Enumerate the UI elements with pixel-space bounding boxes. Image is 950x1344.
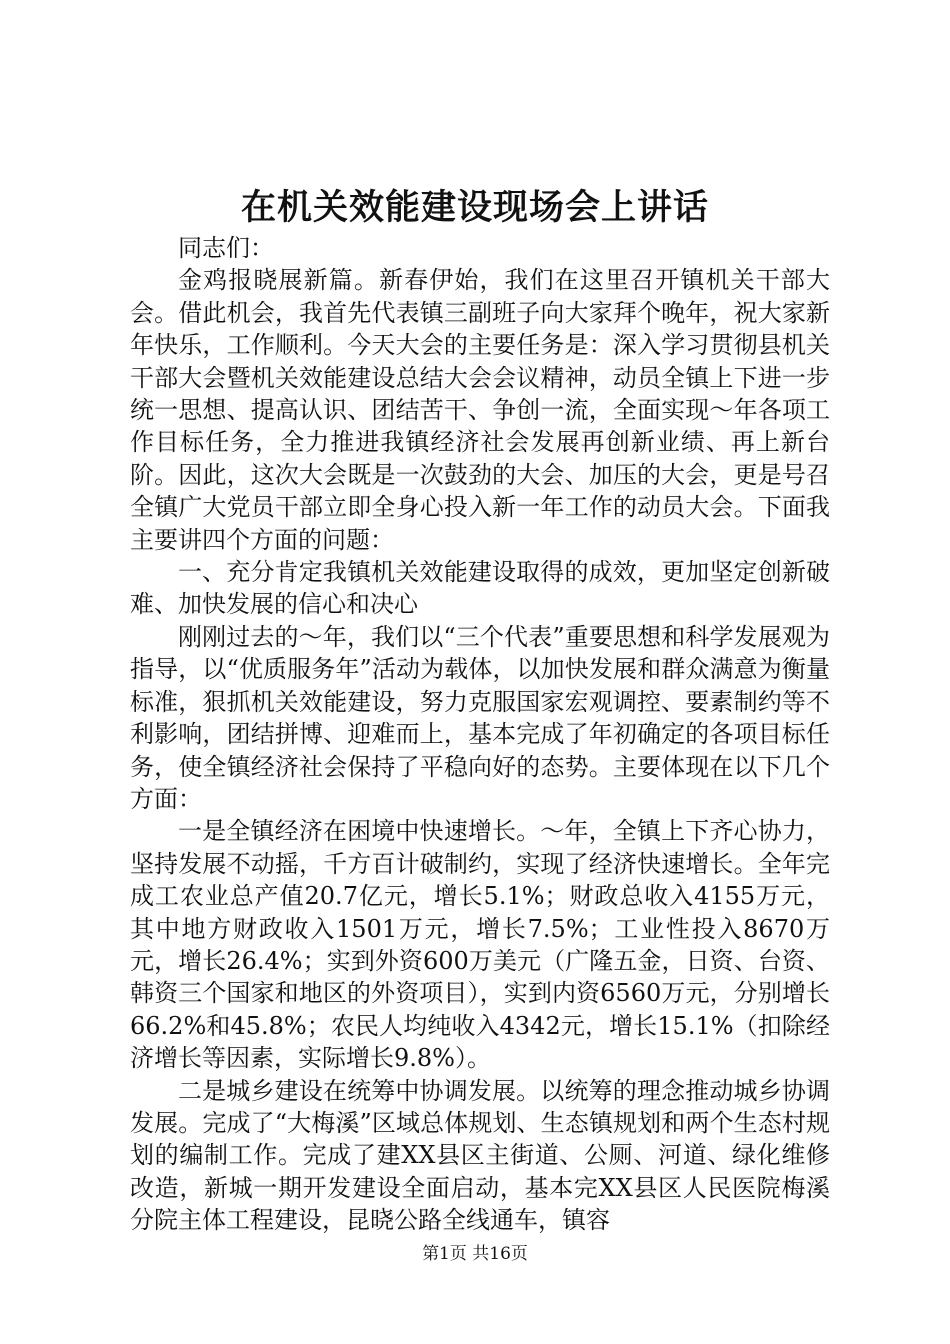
- paragraph-intro: 金鸡报晓展新篇。新春伊始，我们在这里召开镇机关干部大会。借此机会，我首先代表镇三副班子向大家拜个晚年，祝大家新年快乐，工作顺利。今天大会的主要任务是：深入学习贯彻县机关干部大会暨机关效能建设总结大会会议精神，动员全镇上下进一步统一思想、提高认识、团结苦干、争创一流，全面实现～年各项工作目标任务，全力推进我镇经济社会发展再创新业绩、再上新台阶。因此，这次大会既是一次鼓劲的大会、加压的大会，更是号召全镇广大党员干部立即全身心投入新一年工作的动员大会。下面我主要讲四个方面的问题：: [130, 266, 830, 554]
- paragraph-review: 刚刚过去的～年，我们以“三个代表”重要思想和科学发展观为指导，以“优质服务年”活动为载体，以加快发展和群众满意为衡量标准，狠抓机关效能建设，努力克服国家宏观调控、要素制约等不利影响，团结拼博、迎难而上，基本完成了年初确定的各项目标任务，使全镇经济社会保持了平稳向好的态势。主要体现在以下几个方面：: [130, 622, 830, 813]
- paragraph-salutation: 同志们：: [178, 234, 274, 262]
- section-heading-1: 一、充分肯定我镇机关效能建设取得的成效，更加坚定创新破难、加快发展的信心和决心: [130, 558, 830, 619]
- paragraph-urban-rural: 二是城乡建设在统筹中协调发展。以统筹的理念推动城乡协调发展。完成了“大梅溪”区域总体规划、生态镇规划和两个生态村规划的编制工作。完成了建XX县区主街道、公厕、河道、绿化维修改造，新城一期开发建设全面启动，基本完XX县区人民医院梅溪分院主体工程建设，昆晓公路全线通车，镇容: [130, 1076, 830, 1235]
- document-body: [130, 232, 830, 1237]
- page-title: 在机关效能建设现场会上讲话: [240, 187, 709, 228]
- paragraph-economy: 一是全镇经济在困境中快速增长。～年，全镇上下齐心协力，坚持发展不动摇，千方百计破制约，实现了经济快速增长。全年完成工农业总产值20.7亿元，增长5.1%；财政总收入4155万元，其中地方财政收入1501万元，增长7.5%；工业性投入8670万元，增长26.4%；实到外资600万美元（广隆五金，日资、台资、韩资三个国家和地区的外资项目），实到内资6560万元，分别增长66.2%和45.8%；农民人均纯收入4342元，增长15.1%（扣除经济增长等因素，实际增长9.8%）。: [130, 817, 830, 1073]
- page-number: 第1页 共16页: [422, 1244, 528, 1264]
